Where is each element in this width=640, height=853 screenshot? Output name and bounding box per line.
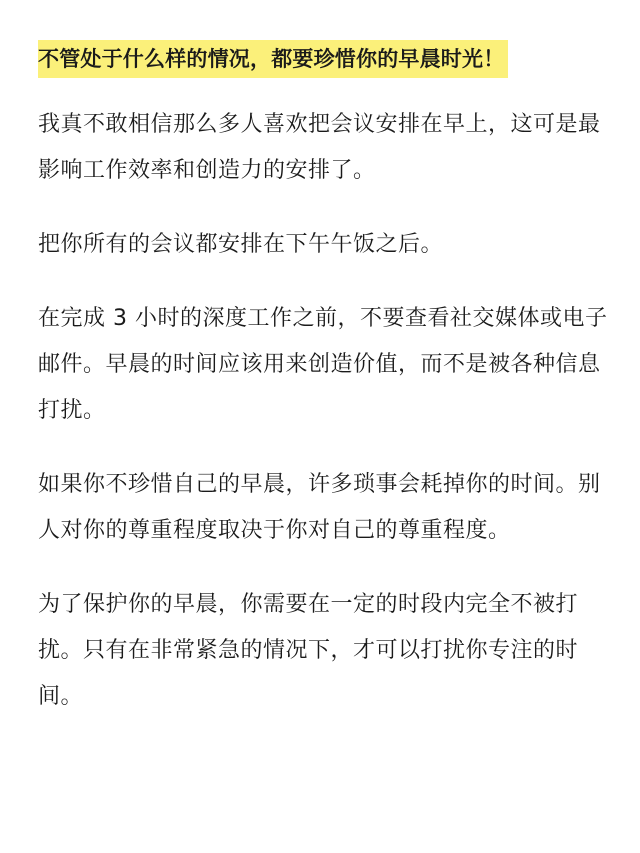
paragraph-3: 在完成 3 小时的深度工作之前，不要查看社交媒体或电子邮件。早晨的时间应该用来创造价值，而不是被各种信息打扰。	[38, 306, 608, 423]
paragraph-5: 为了保护你的早晨，你需要在一定的时段内完全不被打扰。只有在非常紧急的情况下，才可以打扰你专注的时间。	[38, 592, 579, 709]
paragraph-4: 如果你不珍惜自己的早晨，许多琐事会耗掉你的时间。别人对你的尊重程度取决于你对自己的尊重程度。	[38, 472, 601, 543]
paragraph-2: 把你所有的会议都安排在下午午饭之后。	[38, 232, 444, 257]
paragraph-1: 我真不敢相信那么多人喜欢把会议安排在早上，这可是最影响工作效率和创造力的安排了。	[38, 112, 601, 183]
highlighted-heading: 不管处于什么样的情况，都要珍惜你的早晨时光！	[38, 40, 508, 78]
